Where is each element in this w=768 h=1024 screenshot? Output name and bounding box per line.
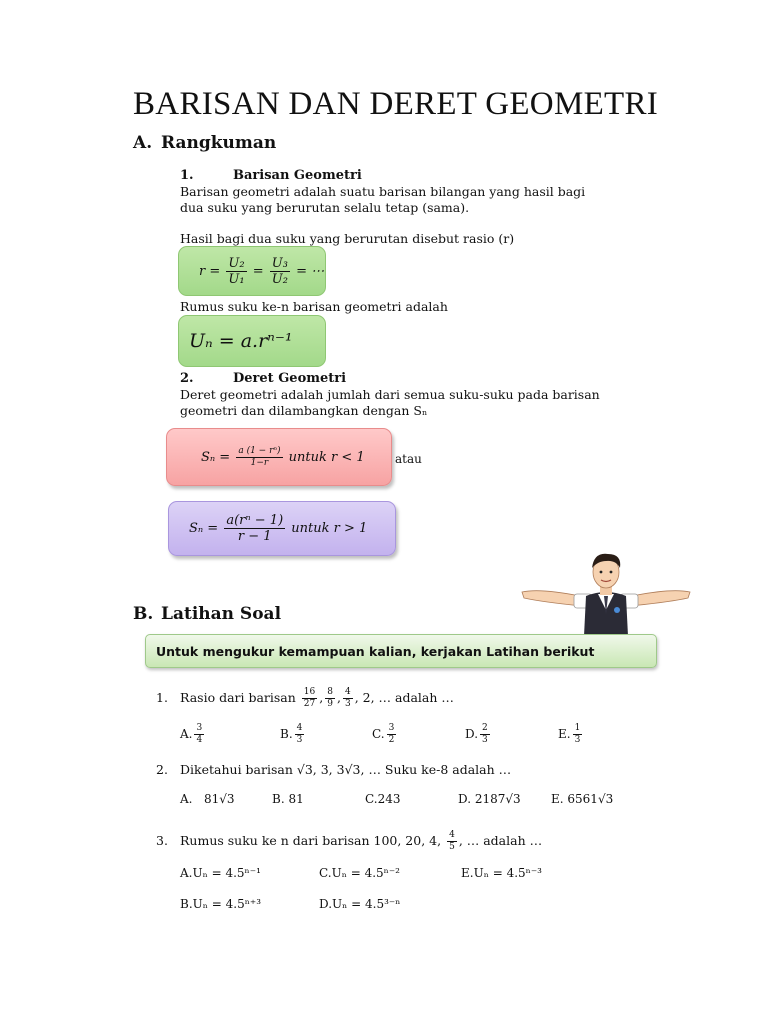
ratio-lhs: r =: [199, 263, 221, 279]
question-3-number: 3.: [156, 833, 168, 848]
ratio-f1-den: U₁: [228, 271, 245, 287]
barisan-definition-text: Barisan geometri adalah suatu barisan bilangan yang hasil bagi dua suku yang berurutan selalu tetap (sama).: [180, 184, 586, 215]
barisan-heading-text: Barisan Geometri: [233, 168, 362, 183]
question-1-number: 1.: [156, 690, 168, 705]
q1-option-b-fraction: [295, 724, 305, 745]
barisan-heading: [180, 168, 362, 183]
q1-option-b-num: 4: [296, 723, 303, 733]
or-text: atau: [395, 452, 422, 466]
sum-formula-r-greater-1: [189, 514, 367, 543]
q1-option-e-fraction: [573, 724, 583, 745]
ratio-formula: [199, 257, 324, 286]
q3-option-b[interactable]: [180, 897, 261, 911]
q3-option-c-value: Uₙ = 4.5ⁿ⁻²: [331, 866, 400, 880]
q2-option-a-label: A.: [180, 792, 193, 806]
q1-option-d-num: 2: [482, 723, 488, 733]
q1-seq-term-2: [325, 688, 335, 709]
q3-option-d[interactable]: [319, 897, 400, 911]
section-b-letter: B.: [133, 604, 154, 624]
q1-seq-term-2-den: 9: [327, 699, 333, 709]
ratio-tail: = ⋯: [296, 263, 325, 279]
ratio-f2-den: U₂: [271, 271, 288, 287]
q2-option-b-label: B.: [272, 792, 285, 806]
q1-option-d-den: 3: [482, 735, 488, 745]
q2-option-e[interactable]: [551, 792, 613, 806]
sum1-den: 1−r: [250, 457, 269, 468]
question-2-text: Diketahui barisan √3, 3, 3√3, … Suku ke-8 adalah …: [180, 762, 512, 777]
q2-option-a-value: 81√3: [203, 792, 235, 806]
barisan-number: 1.: [180, 168, 194, 183]
ratio-fraction-1: [226, 257, 246, 286]
section-a-letter: A.: [133, 133, 153, 153]
question-2-number: 2.: [156, 762, 168, 777]
nth-term-formula-box: [178, 315, 326, 367]
q1-option-d-label: D.: [465, 727, 479, 741]
q1-seq-term-3: [343, 688, 353, 709]
q3-option-e-label: E.: [461, 866, 474, 880]
q3-option-e[interactable]: [461, 866, 542, 880]
sum2-lhs: Sₙ =: [189, 521, 219, 536]
sum2-den: r − 1: [237, 529, 272, 544]
ratio-eq: =: [252, 263, 264, 279]
q1-option-e[interactable]: [558, 724, 584, 745]
section-a-label: Rangkuman: [161, 133, 277, 153]
q1-option-e-num: 1: [574, 723, 581, 733]
ratio-text: Hasil bagi dua suku yang berurutan disebut rasio (r): [180, 231, 515, 246]
q2-option-c-label: C.: [365, 792, 378, 806]
instruction-banner: Untuk mengukur kemampuan kalian, kerjakan Latihan berikut: [145, 634, 657, 668]
q3-option-c-label: C.: [319, 866, 332, 880]
boy-character-illustration: [520, 552, 692, 636]
q1-option-b-den: 3: [296, 735, 303, 745]
q3-option-b-value: Uₙ = 4.5ⁿ⁺³: [192, 897, 262, 911]
sum1-num: a (1 − rⁿ): [238, 445, 281, 456]
question-3-text: Rumus suku ke n dari barisan 100, 20, 4,: [180, 833, 442, 848]
sum1-lhs: Sₙ =: [201, 449, 231, 465]
nth-term-text: Rumus suku ke-n barisan geometri adalah: [180, 299, 448, 314]
q1-option-e-den: 3: [574, 735, 581, 745]
sum2-num: a(rⁿ − 1): [226, 513, 284, 528]
ratio-formula-box: [178, 246, 326, 296]
q2-option-c-value: 243: [377, 792, 401, 806]
q3-option-d-label: D.: [319, 897, 333, 911]
q1-seq-term-3-den: 3: [344, 699, 351, 709]
q1-option-b[interactable]: [280, 724, 306, 745]
question-1-tail: , 2, … adalah …: [354, 690, 454, 705]
q1-option-a-den: 4: [196, 735, 203, 745]
q3-option-e-value: Uₙ = 4.5ⁿ⁻³: [473, 866, 542, 880]
question-3: [156, 831, 542, 852]
q2-option-a[interactable]: [180, 792, 235, 806]
sum2-fraction: [224, 514, 285, 543]
q1-seq-term-3-num: 4: [344, 687, 351, 697]
q1-seq-term-1-den: 27: [303, 699, 316, 709]
q3-option-a-label: A.: [180, 866, 193, 880]
sum1-condition: untuk r < 1: [288, 449, 365, 465]
q2-option-c[interactable]: [365, 792, 400, 806]
ratio-f2-num: U₃: [271, 255, 288, 271]
q3-option-a[interactable]: [180, 866, 261, 880]
q1-option-e-label: E.: [558, 727, 571, 741]
deret-definition: [180, 387, 600, 419]
q2-option-b[interactable]: [272, 792, 304, 806]
q3-option-b-label: B.: [180, 897, 193, 911]
q1-option-c[interactable]: [372, 724, 398, 745]
sum-formula-r-less-1-box: [166, 428, 392, 486]
q3-seq-fraction-den: 5: [449, 842, 455, 852]
page-title: BARISAN DAN DERET GEOMETRI: [133, 86, 659, 122]
deret-heading-text: Deret Geometri: [233, 371, 347, 386]
sum-formula-r-less-1: [201, 447, 365, 468]
q2-option-d-value: 2187√3: [474, 792, 521, 806]
q3-seq-fraction: [447, 831, 457, 852]
q1-option-a-label: A.: [180, 727, 193, 741]
q2-option-d[interactable]: [458, 792, 521, 806]
q3-option-d-value: Uₙ = 4.5³⁻ⁿ: [332, 897, 401, 911]
q1-seq-term-2-num: 8: [327, 687, 333, 697]
barisan-definition: [180, 184, 600, 216]
question-1-text: Rasio dari barisan: [180, 690, 296, 705]
section-a-heading: [133, 133, 276, 153]
q2-option-d-label: D.: [458, 792, 472, 806]
sum2-condition: untuk r > 1: [291, 521, 368, 536]
q2-option-b-value: 81: [288, 792, 304, 806]
q2-option-e-value: 6561√3: [567, 792, 614, 806]
ratio-fraction-2: [270, 257, 290, 286]
q1-option-a-fraction: [194, 724, 204, 745]
question-3-tail: , … adalah …: [458, 833, 543, 848]
q3-option-a-value: Uₙ = 4.5ⁿ⁻¹: [192, 866, 261, 880]
q1-option-b-label: B.: [280, 727, 293, 741]
q1-option-d[interactable]: [465, 724, 492, 745]
section-b-heading: [133, 604, 281, 624]
nth-term-formula: Uₙ = a.rⁿ⁻¹: [189, 330, 293, 352]
question-1: 1. Rasio dari barisan $\frac{16}{27}$ , $\frac{8}{9}$ , $\frac{4}{3}$ , 2, … adalah …: [156, 687, 454, 709]
q1-option-c-den: 2: [388, 735, 395, 745]
q3-option-c[interactable]: [319, 866, 400, 880]
q1-seq-term-1-num: 16: [303, 687, 316, 697]
sum1-fraction: [236, 447, 282, 468]
q3-seq-fraction-num: 4: [449, 830, 455, 840]
q1-option-c-num: 3: [388, 723, 395, 733]
q1-option-c-fraction: [387, 724, 397, 745]
q1-option-a[interactable]: [180, 724, 206, 745]
q2-option-e-label: E.: [551, 792, 564, 806]
section-b-label: Latihan Soal: [161, 604, 282, 624]
deret-definition-text: Deret geometri adalah jumlah dari semua suku-suku pada barisan geometri dan dilambangkan dengan Sₙ: [180, 387, 600, 418]
q1-seq-term-1: [302, 688, 317, 709]
deret-heading: [180, 371, 346, 386]
sum-formula-r-greater-1-box: [168, 501, 396, 556]
deret-number: 2.: [180, 371, 194, 386]
ratio-f1-num: U₂: [228, 255, 245, 271]
q1-option-c-label: C.: [372, 727, 385, 741]
q1-option-d-fraction: [480, 724, 490, 745]
q1-option-a-num: 3: [196, 723, 203, 733]
question-2: [156, 762, 511, 777]
